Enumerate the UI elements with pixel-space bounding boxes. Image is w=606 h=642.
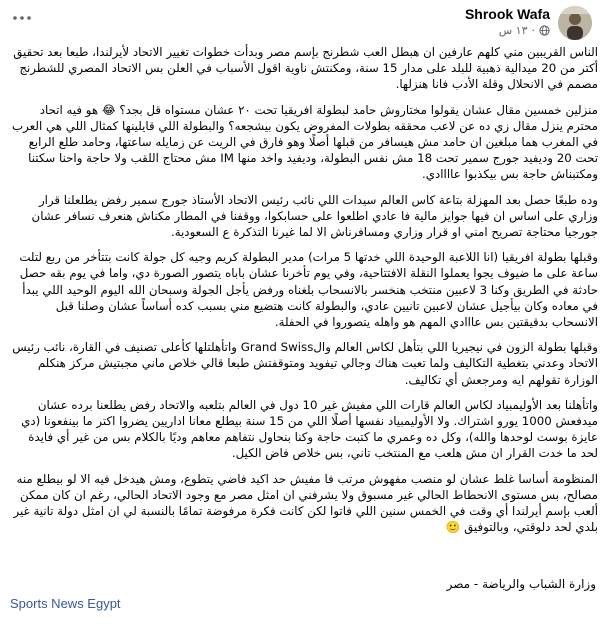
post-source: وزارة الشباب والرياضة - مصر — [446, 577, 596, 591]
post-paragraph: الناس القريبين مني كلهم عارفين ان هبطل العب شطرنج بإسم مصر وبدأت خطوات تغيير الاتحاد لأيرلندا، طبعا بعد تحقيق أكتر من 20 ميدالية ذهبية للبلد على مدار 15 سنة، ومكنتش ناوية اقول الأسباب في العلن بس الاتحاد المصري للشطرنج مصمم في الانحلال وقلة الأدب فانا هنزلها. — [13, 45, 598, 92]
globe-icon[interactable] — [539, 25, 550, 36]
post-paragraph: وقبلها بطولة افريقيا (انا اللاعبة الوحيدة اللي خدتها 5 مرات) مدير البطولة كريم وجيه كل جولة كانت بتتأخر من ربع لتلت ساعة على ما ضيوف يجوا يعملوا النقلة الافتتاحية، وفي يوم تأخرنا عشان باباه يتصور الصورة دي، واما في يوم بقه حصل حادثة في الطريق وكنا 3 لاعبين منتخب هنخسر بالانسحاب بلغناه ورفض يأجل الجولة وسبحان الله اليوم الوحيد اللي يبدأ في معاده وكان بيأجيل عشان لاعبين تانيين عادي، والبطولة كانت هتضيع مني بسبب كده أساساً عشان وصلنا قبل الانسحاب بدقيقتين بس عااادي المهم هو واهله يتصوروا في الحفلة. — [19, 250, 598, 330]
profile-photo-icon — [558, 6, 592, 40]
post-body — [10, 44, 598, 544]
author-avatar[interactable] — [558, 6, 592, 40]
author-name[interactable]: Shrook Wafa — [464, 6, 550, 22]
post-paragraph: وقبلها بطولة الزون في نيجيريا اللي بتأهل لكاس العالم والGrand Swiss واتأهلتلها كأعلى تصنيف في القارة، نائب رئيس الاتحاد وعدني بتغطية التكاليف ولما تعبت هناك وجالي تيفويد ومتوقفتش طبعا قالي خلاص ماني مجبتيش مركز هنكلم الوزارة تقولهم ايه ومرجعش أي تكاليف. — [12, 340, 598, 387]
post-paragraph: المنظومة أساسا غلط عشان لو منصب مفهوش مرتب فا مفيش حد اكيد فاضي يتطوع، ومش هيدخل فيه الا لو بيطلع منه مصالح، بس مستوى الانحطاط الحالي غير مسبوق ولا يشرفني ان امثل مصر مع وجود الاتحاد الحالي، رغم ان كان ممكن ألعب بإسم أيرلندا أي وقت في الخمس سنين اللي فاتوا لكن كانت فكرة مرفوضة تمامًا بالنسبة لي ان امثل دولة تانية غير بلدي لحد دلوقتي، وبالتوفيق 🙂 — [13, 471, 598, 535]
post-time[interactable]: ١٣ س — [498, 24, 528, 37]
post-header — [0, 0, 606, 42]
meta-separator: · — [531, 24, 535, 37]
more-options-icon[interactable] — [10, 8, 34, 28]
post-paragraph: واتأهلنا بعد الأوليمبياد لكاس العالم قارات اللي مفيش غير 10 دول في العالم بتلعبه والاتحاد رفض يطلعنا برده عشان ميدفعش 1000 يورو اشتراك. ولا الأوليمبياد نفسها أصلًا اللي من 15 سنة بيطلع معانا اداريين يضروا اكتر ما بينفعونا (دي عايزة بوست لوحدها والله)، وكل ده وعمري ما كتبت حاجة وكنا بنحاول نتفاهم معاهم وديًا بالكلام بس من غير أي فايدة لحد ما خدت القرار ان مش هلعب مع المنتخب تاني، بس خلاص فاض الكيل. — [21, 397, 598, 461]
post-paragraph: منزلين خمسين مقال عشان يقولوا مختاروش حامد لبطولة افريقيا تحت ٢٠ عشان مستواه قل بجد؟ 😂 هو فيه اتحاد محترم ينزل مقال زي ده عن لاعب محققه بطولات المفروض يكون بيشجعه؟ والبطولة اللي قايلينها كمثال اللي هي العرب في المغرب هما مبلغين ان حامد مش هيسافر من قبلها أصلًا وهو فارق في الريت عن زمايله ساعتها، وحامد طلع الرابع تحت 20 وديفيد جورج سمير تحت 18 مش نفس البطولة، وديفيد واخد منها IM مش محتاج اللقب ولا حاجة واحنا سكتنا ومكتبناش حاجة بس بيكذبوا عاااادي. — [12, 102, 598, 182]
source-link[interactable]: Sports News Egypt — [10, 596, 121, 611]
post-meta — [499, 24, 550, 37]
post-paragraph: وده طبعًا حصل بعد المهزلة بتاعة كاس العالم سيدات اللي نائب رئيس الاتحاد الأستاذ جورج سمير رفض يطلعلنا قرار وزاري على اساس ان فيها جوايز مالية فا عادي اطلعوا على حسابكوا، ووقفنا في المطار مكناش هنعرف نسافر عشان جورجيا محتاجة تصريح امني او قرار وزاري ومسافرناش الا لما غيرنا التذكرة ع السعودية. — [31, 192, 598, 240]
